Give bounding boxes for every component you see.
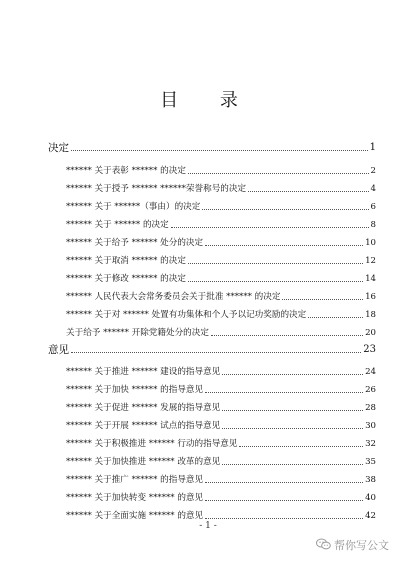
toc-entry-page: 16: [365, 292, 376, 302]
toc-entry-page: 20: [365, 328, 376, 338]
toc-entry-row[interactable]: [66, 163, 376, 177]
toc-entry-page: 18: [365, 310, 376, 320]
toc-entry-page: 2: [370, 166, 376, 176]
toc-entry-row[interactable]: [66, 307, 376, 321]
watermark: [316, 536, 389, 554]
toc-entry-row[interactable]: [66, 400, 376, 414]
dot-leader: [222, 410, 363, 411]
toc-entry-row[interactable]: [66, 490, 376, 504]
toc-entry-page: 28: [365, 403, 376, 413]
toc-entry-page: 24: [365, 367, 376, 377]
toc-entry-label: ****** 关于取消 ****** 的决定: [66, 256, 186, 266]
toc-entry-page: 14: [365, 274, 376, 284]
toc-entry-page: 10: [365, 238, 376, 248]
toc-entry-row[interactable]: [66, 271, 376, 285]
dot-leader: [205, 245, 363, 246]
toc-entry-page: 32: [365, 439, 376, 449]
toc-entry-row[interactable]: [66, 454, 376, 468]
toc-entry-label: ****** 关于加快转变 ****** 的意见: [66, 493, 204, 503]
toc-entry-page: 26: [365, 385, 376, 395]
dot-leader: [188, 263, 363, 264]
toc-entry-page: 6: [370, 202, 376, 212]
toc-entry-label: ****** 关于推广 ****** 的指导意见: [66, 475, 204, 485]
toc-section-page: 23: [363, 344, 376, 355]
toc-entry-label: ****** 关于全面实施 ****** 的意见: [66, 511, 204, 521]
toc-entry-label: ****** 关于对 ****** 处置有功集体和个人予以记功奖励的决定: [66, 310, 307, 320]
toc-entry-row[interactable]: [66, 253, 376, 267]
dot-leader: [71, 150, 368, 151]
toc-entry-row[interactable]: [66, 217, 376, 231]
toc-entry-label: ****** 人民代表大会常务委员会关于批准 ****** 的决定: [66, 292, 281, 302]
dot-leader: [282, 299, 363, 300]
page-title: 目 录: [160, 90, 256, 111]
toc-entry-label: ****** 关于修改 ****** 的决定: [66, 274, 186, 284]
toc-entry-page: 12: [365, 256, 376, 266]
toc-entry-row[interactable]: [66, 199, 376, 213]
dot-leader: [205, 482, 363, 483]
toc-entry-label: ****** 关于表彰 ****** 的决定: [66, 166, 186, 176]
toc-section-row[interactable]: [48, 342, 376, 356]
toc-entry-page: 42: [365, 511, 376, 521]
dot-leader: [211, 335, 363, 336]
toc-entry-page: 8: [370, 220, 376, 230]
toc-entry-label: ****** 关于加快推进 ****** 改革的意见: [66, 457, 221, 467]
toc-entry-label: ****** 关于促进 ****** 发展的指导意见: [66, 403, 221, 413]
wechat-icon: [316, 538, 334, 553]
toc-entry-row[interactable]: [66, 382, 376, 396]
toc-entry-page: 38: [365, 475, 376, 485]
dot-leader: [239, 446, 363, 447]
dot-leader: [205, 518, 363, 519]
toc-section-row[interactable]: [48, 140, 376, 154]
toc-entry-label: ****** 关于给予 ****** 处分的决定: [66, 238, 204, 248]
toc-entry-label: 关于给予 ****** 开除党籍处分的决定: [66, 328, 209, 338]
toc-entry-row[interactable]: [66, 508, 376, 522]
toc-entry-row[interactable]: [66, 181, 376, 195]
dot-leader: [171, 227, 369, 228]
dot-leader: [188, 173, 369, 174]
toc-entry-page: 4: [370, 184, 376, 194]
toc-entry-row[interactable]: [66, 418, 376, 432]
toc-section-label: 决定: [48, 142, 69, 154]
toc-entry-row[interactable]: [66, 289, 376, 303]
toc-entry-label: ****** 关于加快 ****** 的指导意见: [66, 385, 204, 395]
toc-entry-page: 35: [365, 457, 376, 467]
toc-entry-label: ****** 关于授予 ****** ******荣誉称号的决定: [66, 184, 247, 194]
toc-entry-row[interactable]: [66, 364, 376, 378]
toc-entry-row[interactable]: [66, 436, 376, 450]
dot-leader: [222, 464, 363, 465]
dot-leader: [202, 209, 368, 210]
toc-entry-label: ****** 关于积极推进 ****** 行动的指导意见: [66, 439, 238, 449]
toc-section-label: 意见: [48, 344, 69, 356]
dot-leader: [248, 191, 368, 192]
toc-entry-label: ****** 关于开展 ****** 试点的指导意见: [66, 421, 221, 431]
toc-section-page: 1: [369, 142, 376, 153]
dot-leader: [308, 317, 363, 318]
dot-leader: [71, 352, 361, 353]
toc-entry-row[interactable]: [66, 472, 376, 486]
toc-entry-page: 30: [365, 421, 376, 431]
toc-entry-label: ****** 关于 ******（事由）的决定: [66, 202, 201, 212]
dot-leader: [188, 281, 363, 282]
watermark-text: 帮你写公文: [334, 539, 389, 552]
dot-leader: [222, 428, 363, 429]
dot-leader: [205, 500, 363, 501]
toc-entry-row[interactable]: [66, 235, 376, 249]
toc-entry-page: 40: [365, 493, 376, 503]
toc-entry-row[interactable]: [66, 325, 376, 339]
toc-entry-label: ****** 关于 ****** 的决定: [66, 220, 169, 230]
toc-entry-label: ****** 关于推进 ****** 建设的指导意见: [66, 367, 221, 377]
dot-leader: [205, 392, 363, 393]
page-number: - 1 -: [199, 521, 217, 531]
dot-leader: [222, 374, 363, 375]
